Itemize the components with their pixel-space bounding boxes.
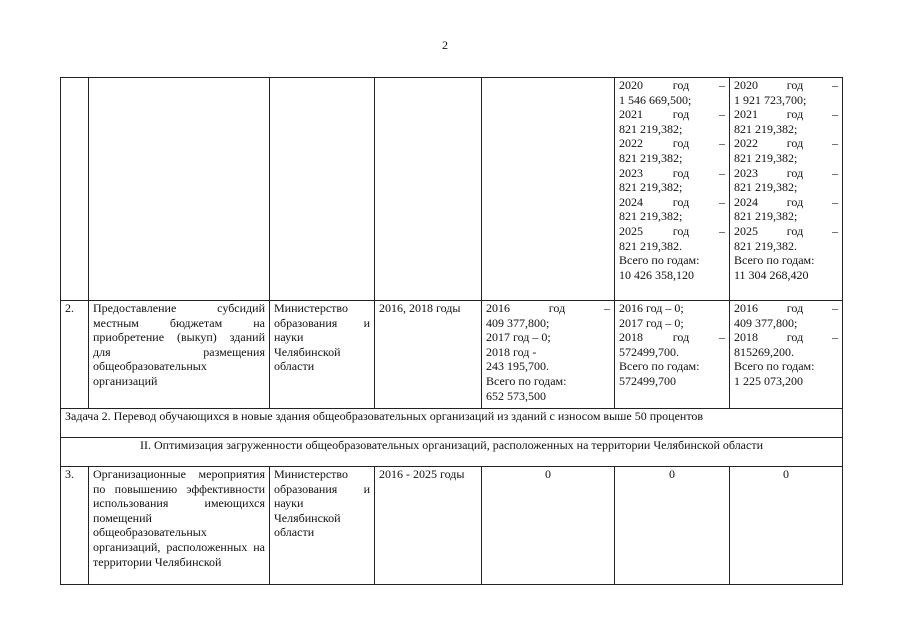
- year-line-unit: год: [786, 223, 804, 238]
- cell-funding-total: [730, 301, 843, 409]
- section-2-heading: II. Оптимизация загруженности общеобразовательных организаций, расположенных на территории Челябинской области: [61, 438, 843, 467]
- year-line-year: 2025: [734, 223, 758, 238]
- year-line-unit: год: [786, 107, 804, 122]
- amount-line: 572499,700: [619, 373, 676, 388]
- year-line: [486, 301, 610, 316]
- year-line-year: 2022: [619, 136, 643, 151]
- cell-period: [375, 78, 482, 301]
- year-line-dash: –: [718, 107, 725, 122]
- year-line-dash: –: [831, 107, 838, 122]
- year-line-unit: год: [786, 330, 804, 345]
- amount-line: Всего по годам:: [619, 359, 700, 374]
- amount-line: 821 219,382;: [734, 121, 798, 136]
- year-line-unit: год: [672, 223, 690, 238]
- amount-line: Всего по годам:: [734, 253, 815, 268]
- year-line-year: 2022: [734, 136, 758, 151]
- amount-line: 409 377,800;: [486, 315, 550, 330]
- table-row-continuation: [61, 78, 843, 301]
- amount-line: 821 219,382;: [619, 121, 683, 136]
- cell-funding-total: [730, 78, 843, 301]
- amount-line: 1 225 073,200: [734, 373, 803, 388]
- year-line-unit: год: [786, 165, 804, 180]
- year-line-year: 2023: [619, 165, 643, 180]
- amount-line: 821 219,382;: [734, 209, 798, 224]
- year-line-dash: –: [718, 223, 725, 238]
- year-line-unit: год: [672, 107, 690, 122]
- year-line: [619, 330, 725, 345]
- year-line-dash: –: [831, 78, 838, 92]
- cell-funding-local: [615, 301, 730, 409]
- year-line-year: 2024: [619, 194, 643, 209]
- year-line: [619, 136, 725, 151]
- section-row: [61, 438, 843, 467]
- cell-funding-local: [615, 78, 730, 301]
- cell-executor: [270, 78, 375, 301]
- year-line-dash: –: [831, 330, 838, 345]
- amount-line: Всего по годам:: [734, 359, 815, 374]
- year-line-dash: –: [718, 165, 725, 180]
- executor: Министерство образования и науки Челябинской области: [270, 301, 375, 409]
- year-line-dash: –: [718, 136, 725, 151]
- year-line: [619, 107, 725, 122]
- amount-line: 821 219,382;: [619, 209, 683, 224]
- amount-line: 1 921 723,700;: [734, 92, 807, 107]
- amount-line: 2016 год – 0;: [619, 301, 684, 315]
- year-line-unit: год: [672, 194, 690, 209]
- year-line-unit: год: [672, 78, 690, 92]
- row-number: 3.: [61, 467, 89, 585]
- amount-line: 409 377,800;: [734, 315, 798, 330]
- year-line-unit: год: [786, 194, 804, 209]
- year-line-year: 2021: [619, 107, 643, 122]
- amount-line: 243 195,700.: [486, 359, 549, 374]
- amount-line: 1 546 669,500;: [619, 92, 692, 107]
- activity-name: Предоставление субсидий местным бюджетам на приобретение (выкуп) зданий для размещения общеобразовательных организаций: [89, 301, 270, 409]
- year-line: [734, 78, 838, 93]
- amount-line: 11 304 268,420: [734, 267, 809, 282]
- year-line-year: 2018: [734, 330, 758, 345]
- year-line: [734, 166, 838, 181]
- year-line-year: 2018: [619, 330, 643, 345]
- year-line-dash: –: [831, 165, 838, 180]
- table-row-2: [61, 301, 843, 409]
- year-line: [619, 78, 725, 93]
- amount-line: 2017 год – 0;: [619, 315, 684, 330]
- year-line: [734, 301, 838, 316]
- amount-line: 821 219,382.: [734, 238, 797, 253]
- cell-name: [89, 78, 270, 301]
- cell-funding-regional: [482, 301, 615, 409]
- amount-line: 821 219,382;: [734, 180, 798, 195]
- year-line: [734, 330, 838, 345]
- year-line: [734, 107, 838, 122]
- year-line-year: 2016: [734, 301, 758, 315]
- year-line-year: 2016: [486, 301, 510, 315]
- year-line-dash: –: [831, 301, 838, 315]
- year-line: [734, 136, 838, 151]
- year-line-year: 2021: [734, 107, 758, 122]
- year-line: [619, 224, 725, 239]
- cell-num: [61, 78, 89, 301]
- year-line-dash: –: [718, 78, 725, 92]
- task-2-heading: Задача 2. Перевод обучающихся в новые здания общеобразовательных организаций из зданий с износом выше 50 процентов: [61, 409, 843, 438]
- activity-name: Организационные мероприятия по повышению эффективности использования имеющихся помещений общеобразовательных организаций, расположенных на территории Челябинской: [89, 467, 270, 585]
- amount-line: 821 219,382;: [619, 150, 683, 165]
- amount-line: 821 219,382.: [619, 238, 682, 253]
- year-line: [734, 195, 838, 210]
- year-line: [734, 224, 838, 239]
- year-line-unit: год: [672, 330, 690, 345]
- task-row: [61, 409, 843, 438]
- year-line-unit: год: [672, 136, 690, 151]
- amount-line: 2018 год -: [486, 344, 537, 359]
- year-line: [619, 166, 725, 181]
- year-line-year: 2023: [734, 165, 758, 180]
- amount-line: 815269,200.: [734, 344, 794, 359]
- cell-funding-regional: [482, 78, 615, 301]
- year-line-unit: год: [786, 301, 804, 315]
- year-line-dash: –: [831, 136, 838, 151]
- year-line-dash: –: [718, 330, 725, 345]
- amount-line: 2017 год – 0;: [486, 330, 551, 345]
- amount-line: 652 573,500: [486, 388, 546, 403]
- year-line-unit: год: [786, 78, 804, 92]
- year-line-dash: –: [831, 194, 838, 209]
- year-line-dash: –: [831, 223, 838, 238]
- amount-line: Всего по годам:: [486, 373, 567, 388]
- amount-line: Всего по годам:: [619, 253, 700, 268]
- funding-regional: 0: [482, 467, 615, 585]
- program-table: [60, 77, 843, 585]
- funding-total: 0: [730, 467, 843, 585]
- row-number: 2.: [61, 301, 89, 409]
- year-line-dash: –: [603, 301, 610, 315]
- period: 2016, 2018 годы: [375, 301, 482, 409]
- executor: Министерство образования и науки Челябинской области: [270, 467, 375, 585]
- period: 2016 - 2025 годы: [375, 467, 482, 585]
- year-line-year: 2020: [734, 78, 758, 92]
- amount-line: 10 426 358,120: [619, 267, 694, 282]
- page-number: 2: [442, 38, 448, 52]
- year-line-year: 2024: [734, 194, 758, 209]
- year-line-dash: –: [718, 194, 725, 209]
- year-line-year: 2020: [619, 78, 643, 92]
- table-row-3: [61, 467, 843, 585]
- amount-line: 572499,700.: [619, 344, 679, 359]
- year-line-year: 2025: [619, 223, 643, 238]
- year-line: [619, 195, 725, 210]
- year-line-unit: год: [672, 165, 690, 180]
- year-line-unit: год: [548, 301, 566, 315]
- year-line-unit: год: [786, 136, 804, 151]
- amount-line: 821 219,382;: [619, 180, 683, 195]
- amount-line: 821 219,382;: [734, 150, 798, 165]
- funding-local: 0: [615, 467, 730, 585]
